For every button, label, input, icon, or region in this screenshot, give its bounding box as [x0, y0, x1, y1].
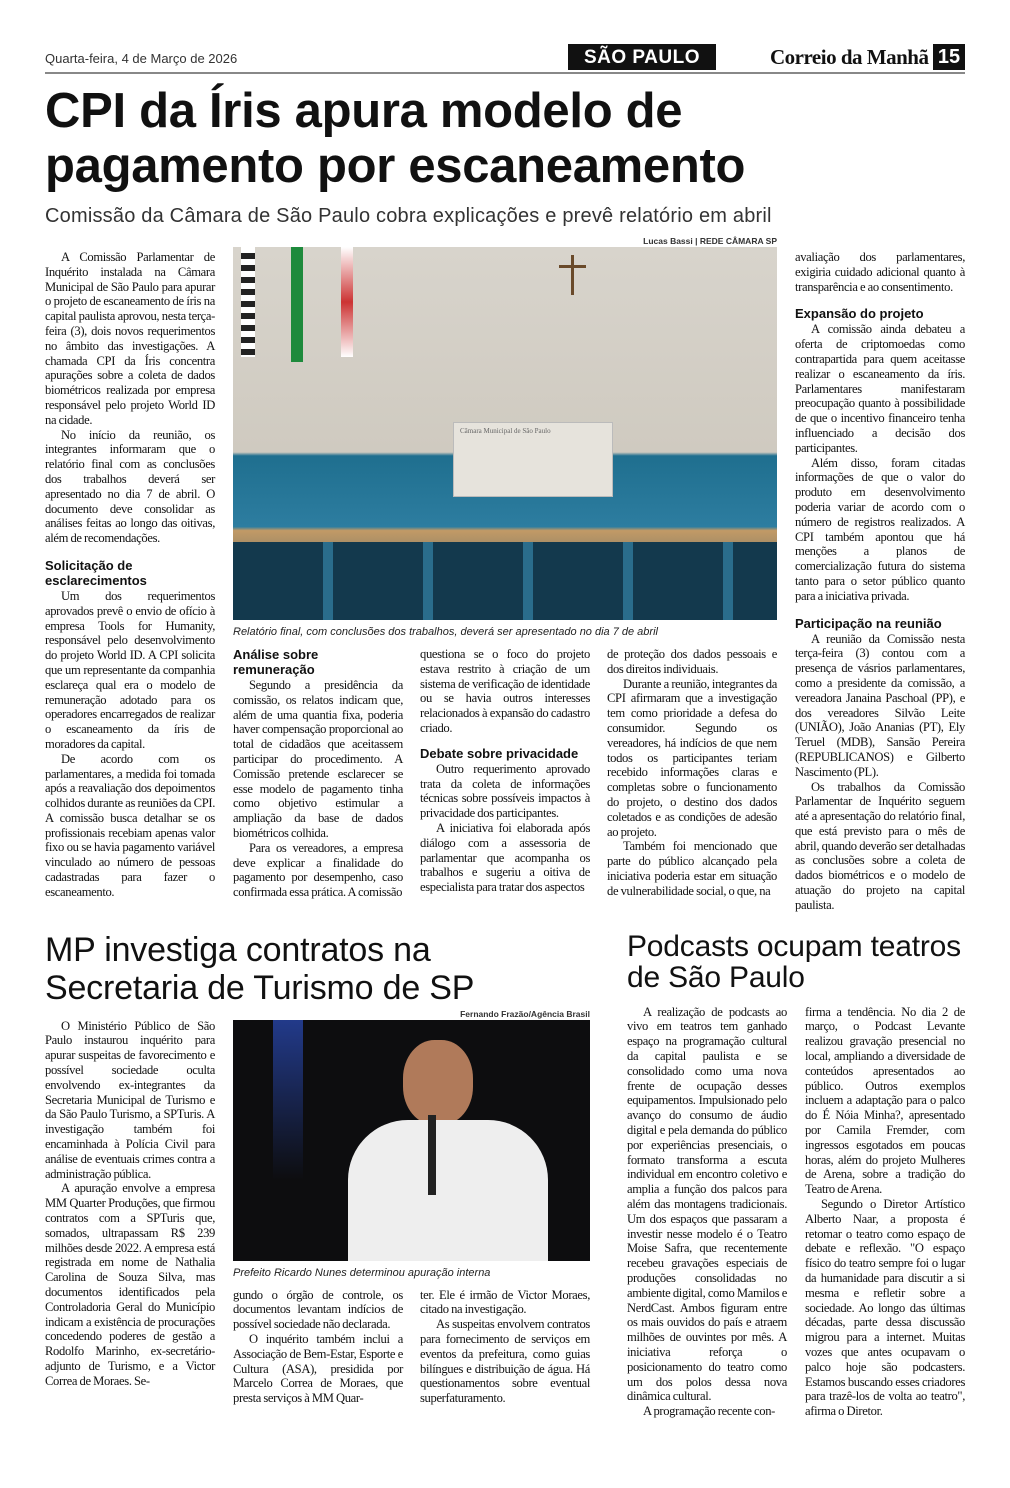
- page-number: 15: [933, 44, 965, 70]
- article2-column-2: [233, 1288, 403, 1406]
- person-white-shirt: [348, 1120, 548, 1261]
- person-head: [403, 1040, 473, 1125]
- chamber-seats: [233, 542, 777, 620]
- paragraph: Outro requerimento aprovado trata da coleta de informações técnicas sobre possíveis impactos à privacidade dos participantes.: [420, 761, 590, 821]
- paragraph: A reunião da Comissão nesta terça-feira (3) contou com a presença de vásrios parlamentares, como a presidente da comissão, a vereadora Janaina Paschoal (PP), e dos vereadores Silvão Leite (UNIÃO), João Ananias (PT), Ely Teruel (MDB), Sansão Pereira (REPUBLICANOS) e Gilberto Nascimento (PL).: [795, 631, 965, 779]
- paragraph: Para os vereadores, a empresa deve explicar a finalidade do pagamento por desempenho, caso confirmada essa prática. A comissão: [233, 840, 403, 900]
- article2-column-3: [420, 1288, 590, 1406]
- article1-headline: CPI da Íris apura modelo de pagamento por escaneamento: [45, 84, 746, 193]
- flag-city: [341, 247, 353, 357]
- article1-column-1: [45, 250, 215, 900]
- paragraph: De acordo com os parlamentares, a medida foi tomada após a reavaliação dos depoimentos colhidos durante as reuniões da CPI. A comissão busca detalhar se os profissionais recebiam apenas valor fixo ou se havia pagamento variável vinculado ao número de pessoas cadastradas para fazer o escaneamento.: [45, 751, 215, 899]
- paragraph: A apuração envolve a empresa MM Quarter Produções, que firmou contratos com a SPTuris que, somados, ultrapassam R$ 239 milhões desde 2022. A empresa está registrada em nome de Nathalia Carolina de Souza Silva, mas documentos identificados pela Controladoria Geral do Município indicam a existência de procurações concedendo poderes de gestão a Rodolfo Marinho, ex-secretário-adjunto de Turismo, e a Victor Correa de Moraes. Se-: [45, 1181, 215, 1388]
- paragraph: O Ministério Público de São Paulo instaurou inquérito para apurar suspeitas de favorecimento e possível sociedade oculta envolvendo ex-integrantes da Secretaria Municipal de Turismo e da São Paulo Turismo, a SPTuris. A investigação também foi encaminhada à Polícia Civil para análise de eventuais crimes contra a administração pública.: [45, 1018, 215, 1181]
- paragraph: firma a tendência. No dia 2 de março, o Podcast Levante realizou gravação presencial no local, ampliando a diversidade de conteúdos apresentados ao público. Outros exemplos incluem a adaptação para o palco do É Nóia Minha?, apresentado por Camila Fremder, com ingressos esgotados em poucas horas, além do projeto Mulheres de Arena, sobre a tradição do Teatro de Arena.: [805, 1004, 965, 1197]
- article1-column-3: [420, 647, 590, 895]
- article1-column-4: [607, 647, 777, 899]
- article2-right: [233, 1009, 590, 1406]
- article1-column-2: [233, 647, 403, 900]
- paragraph: A programação recente con-: [643, 1404, 776, 1419]
- paragraph: avaliação dos parlamentares, exigiria cuidado adicional quanto à transparência e ao consentimento.: [795, 250, 965, 294]
- article2-photo-caption: Prefeito Ricardo Nunes determinou apuração interna: [233, 1266, 491, 1279]
- article1-center: [233, 236, 777, 900]
- bottom-section: [45, 931, 965, 1419]
- paragraph: questiona se o foco do projeto estava restrito à criação de um sistema de verificação de identidade ou se havia outros interesses relacionados à expansão do cadastro criado.: [420, 647, 590, 735]
- article1-photo-council-chamber: [233, 247, 777, 620]
- paragraph: Um dos requerimentos aprovados prevê o envio de ofício à empresa Tools for Humanity, responsável pelo desenvolvimento do projeto World ID. A CPI solicita que um representante da companhia esclareça qual era o modelo de remuneração adotado para os operadores encarregados de realizar o escaneamento da íris de moradores da capital.: [45, 588, 215, 751]
- article3-column-1: [627, 1005, 787, 1419]
- article1-photo-credit: Lucas Bassi | REDE CÂMARA SP: [643, 236, 777, 246]
- paragraph: As suspeitas envolvem contratos para fornecimento de serviços em eventos da prefeitura, como guias bilíngues e distribuição de água. Há questionamentos sobre eventual superfaturamento.: [420, 1317, 590, 1406]
- paragraph: gundo o órgão de controle, os documentos levantam indícios de possível sociedade não declarada.: [233, 1287, 403, 1332]
- paragraph: Além disso, foram citadas informações de que o valor do produto em desenvolvimento poderia variar de acordo com o número de registros realizados. A CPI também apontou que há menções a planos de comercialização futura do sistema tanto para o setor público quanto para a iniciativa privada.: [795, 455, 965, 603]
- paragraph: Segundo o Diretor Artístico Alberto Naar, a proposta é retomar o teatro como espaço de debate e reflexão. "O espaço físico do teatro sempre foi o lugar da humanidade para discutir a si mesma e refletir sobre a sociedade. Ao longo das últimas décadas, parte dessa discussão migrou para a internet. Muitas vozes que antes ocupavam o palco hoje são podcasters. Estamos buscando esses criadores para trazê-los de volta ao teatro", afirma o Diretor.: [805, 1197, 965, 1419]
- paragraph: Durante a reunião, integrantes da CPI afirmaram que a investigação tem como prioridade a defesa do consumidor. Segundo os vereadores, há indícios de que nem todos os participantes teriam recebido informações claras e completas sobre o funcionamento do projeto, o destino dos dados coletados e as condições de adesão ao projeto.: [607, 676, 777, 839]
- article3-body: [627, 1005, 965, 1419]
- microphone-icon: [428, 1115, 436, 1195]
- issue-date: Quarta-feira, 4 de Março de 2026: [45, 51, 238, 66]
- header-divider: [45, 72, 965, 74]
- article2-lower-columns: [233, 1288, 590, 1406]
- article1-center-columns: [233, 647, 777, 900]
- backdrop-flag: [273, 1020, 303, 1180]
- article2-photo-credit: Fernando Frazão/Agência Brasil: [460, 1008, 590, 1019]
- paragraph: Segundo a presidência da comissão, os relatos indicam que, além de uma quantia fixa, poderia haver compensação proporcional ao total de cidadãos que aceitassem participar do procedimento. A Comissão pretende esclarecer se esse modelo de pagamento tinha como objetivo estimular a ampliação da base de dados biométricos colhida.: [233, 678, 403, 840]
- article2-headline: MP investiga contratos na Secretaria de Turismo de SP: [45, 930, 475, 1007]
- article3: [627, 931, 965, 1419]
- article1-column-5: [795, 250, 965, 913]
- article1-photo-caption: Relatório final, com conclusões dos trabalhos, deverá ser apresentado no dia 7 de abril: [233, 626, 658, 638]
- paragraph: A realização de podcasts ao vivo em teatros tem ganhado espaço na programação cultural da capital paulista e se consolidado como uma nova frente de ocupação desses equipamentos. Impulsionado pelo avanço do consumo de áudio digital e pela demanda do público por experiências presenciais, o formato transforma a escuta individual em encontro coletivo e amplia a função dos palcos para além das montagens tradicionais. Um dos espaços que passaram a investir nesse modelo é o Teatro Moise Safra, que recentemente recebeu gravações especiais de produções consolidadas no ambiente digital, como Mamilos e NerdCast. Ambos figuram entre os mais ouvidos do país e atraem milhões de ouvintes por mês. A iniciativa reforça o posicionamento do teatro como um dos polos dessa nova dinâmica cultural.: [627, 1004, 787, 1404]
- article3-column-2: [805, 1005, 965, 1419]
- article3-headline: Podcasts ocupam teatros de São Paulo: [627, 929, 961, 994]
- subheading: Participação na reunião: [795, 615, 942, 631]
- newspaper-logo: Correio da Manhã: [770, 45, 929, 69]
- section-label: SÃO PAULO: [568, 44, 716, 70]
- paragraph: No início da reunião, os integrantes informaram que o relatório final com as conclusões dos trabalhos deverá ser apresentado no dia 7 de abril. O documento deve consolidar as análises feitas ao longo das oitivas, além de recomendações.: [45, 427, 215, 546]
- subheading: Análise sobre remuneração: [233, 647, 319, 677]
- article2-body: [45, 1009, 590, 1406]
- subheading: Debate sobre privacidade: [420, 745, 579, 761]
- article1-body: [45, 236, 965, 913]
- plenary-desk: Câmara Municipal de São Paulo: [453, 422, 613, 497]
- paragraph: Os trabalhos da Comissão Parlamentar de Inquérito seguem até a apresentação do relatório final, que está previsto para o mês de abril, quando deverão ser detalhadas as conclusões sobre a coleta de dados biométricos e o modelo de atuação do projeto na capital paulista.: [795, 779, 965, 912]
- flag-sao-paulo: [241, 247, 255, 357]
- paragraph: O inquérito também inclui a Associação de Bem-Estar, Esporte e Cultura (ASA), presidida por Marcelo Correa de Moraes, que presta serviços à MM Quar-: [233, 1332, 403, 1406]
- paragraph: ter. Ele é irmão de Victor Moraes, citado na investigação.: [420, 1287, 590, 1317]
- paragraph: Também foi mencionado que parte do público alcançado pela iniciativa poderia estar em situação de vulnerabilidade social, o que, na: [607, 839, 777, 898]
- article2-photo-mayor: [233, 1020, 590, 1261]
- article1-subtitle: Comissão da Câmara de São Paulo cobra explicações e prevê relatório em abril: [45, 205, 772, 227]
- crucifix-icon: [571, 255, 574, 295]
- article2-column-1: [45, 1019, 215, 1389]
- subheading: Solicitação de esclarecimentos: [45, 557, 147, 588]
- paragraph: A Comissão Parlamentar de Inquérito instalada na Câmara Municipal de São Paulo para apurar o projeto de escaneamento de íris na capital paulista aprovou, nesta terça-feira (3), dois novos requerimentos no âmbito das investigações. A chamada CPI da Íris concentra apurações sobre a coleta de dados biométricos realizada por empresa responsável pelo projeto World ID na cidade.: [45, 250, 215, 427]
- paragraph: de proteção dos dados pessoais e dos direitos individuais.: [607, 647, 777, 676]
- article2: [45, 931, 590, 1406]
- paragraph: A iniciativa foi elaborada após diálogo com a assessoria de parlamentar que acompanha os trabalhos e sugeriu a oitiva de especialista para tratar dos aspectos: [420, 820, 590, 895]
- subheading: Expansão do projeto: [795, 306, 924, 322]
- crucifix-arm: [559, 265, 586, 268]
- paragraph: A comissão ainda debateu a oferta de criptomoedas como contrapartida para quem aceitasse realizar o escaneamento da íris. Parlamentares manifestaram preocupação quanto à possibilidade de que o incentivo financeiro tenha influenciado a decisão dos participantes.: [795, 322, 965, 455]
- flag-brazil: [291, 247, 303, 362]
